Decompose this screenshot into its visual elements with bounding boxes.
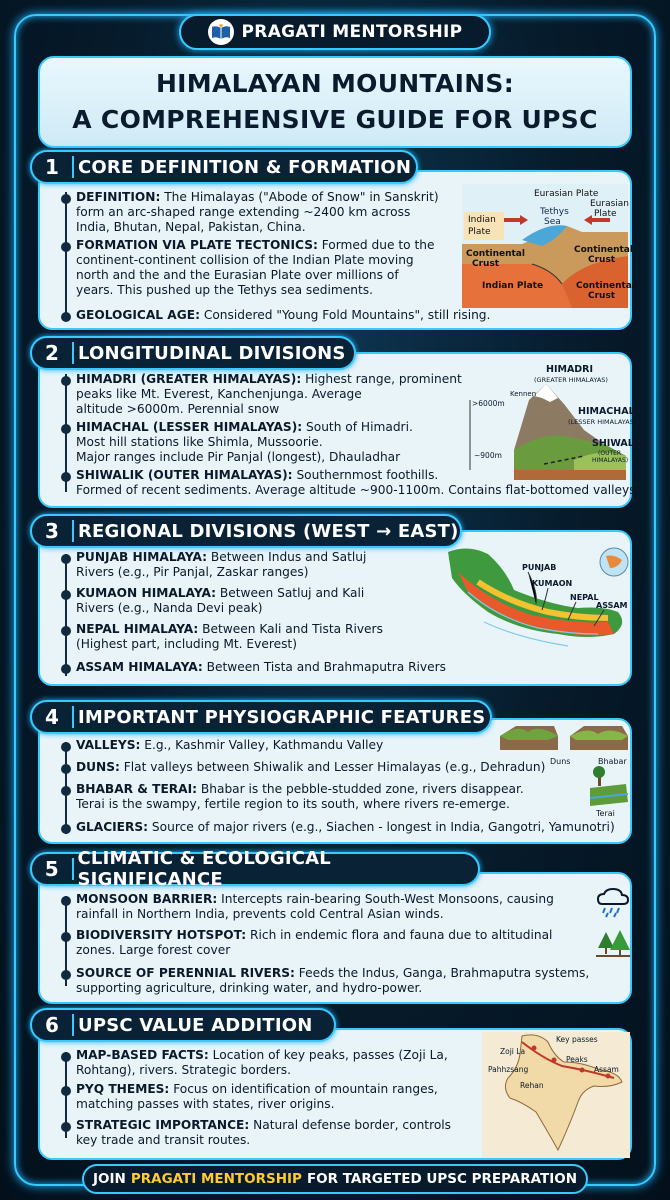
section-6-card: [38, 1028, 632, 1160]
section-4-card: [38, 718, 632, 844]
brand-badge: [179, 14, 491, 50]
section-1-header: [30, 150, 418, 184]
section-2-number: 2: [45, 341, 59, 365]
svg-text:HIMACHAL: HIMACHAL: [578, 406, 635, 417]
footer-prefix: JOIN: [93, 1171, 126, 1187]
section-2-title: LONGITUDINAL DIVISIONS: [78, 342, 346, 364]
section-6-number: 6: [45, 1013, 59, 1037]
svg-text:>6000m: >6000m: [472, 399, 505, 408]
s3-item-4: ASSAM HIMALAYA: Between Tista and Brahmaputra Rivers: [76, 660, 446, 674]
svg-text:NEPAL: NEPAL: [570, 593, 599, 602]
svg-text:Terai: Terai: [596, 809, 615, 818]
svg-text:Crust: Crust: [472, 259, 500, 269]
svg-text:Plate: Plate: [468, 227, 491, 237]
section-6-title: UPSC VALUE ADDITION: [78, 1014, 313, 1036]
s3-item-3: NEPAL HIMALAYA: Between Kali and Tista Rivers (Highest part, including Mt. Everest): [76, 622, 383, 651]
s2-item-2: HIMACHAL (LESSER HIMALAYAS): South of Himadri. Most hill stations like Shimla, Mussoorie. Major ranges include Pir Panjal (longest), Dhauladhar: [76, 420, 413, 464]
svg-text:SHIWALIK: SHIWALIK: [592, 438, 645, 449]
s3-item-1: PUNJAB HIMALAYA: Between Indus and Satluj Rivers (e.g., Pir Panjal, Zaskar ranges): [76, 550, 367, 579]
plate-tectonics-diagram: [462, 184, 635, 308]
s1-item-2: FORMATION VIA PLATE TECTONICS: Formed due to the continent-continent collision of the Indian Plate moving north and the and the Eurasian Plate over millions of years. This pushed up the Tethys sea sediments.: [76, 238, 435, 297]
section-5-header: [30, 848, 480, 890]
regional-divisions-map: [418, 542, 630, 666]
s5-item-1: MONSOON BARRIER: Intercepts rain-bearing South-West Monsoons, causing rainfall in Northern India, prevents cold Central Asian winds.: [76, 892, 554, 921]
section-2-card: [38, 352, 645, 508]
svg-text:Indian Plate: Indian Plate: [482, 281, 544, 291]
section-6-header: [30, 1008, 336, 1042]
svg-text:HIMALAYAS): HIMALAYAS): [592, 457, 629, 464]
footer-banner: [82, 1164, 588, 1194]
section-1-card: [38, 170, 635, 330]
section-5-number: 5: [44, 857, 59, 881]
s1-item-3: GEOLOGICAL AGE: Considered "Young Fold Mountains", still rising.: [76, 308, 491, 322]
s4-item-2: DUNS: Flat valleys between Shiwalik and Lesser Himalayas (e.g., Dehradun): [76, 760, 546, 774]
svg-text:Tethys: Tethys: [540, 207, 569, 217]
section-3-title: REGIONAL DIVISIONS (WEST → EAST): [78, 520, 459, 542]
svg-text:Indian: Indian: [468, 215, 496, 225]
s2-item-1: HIMADRI (GREATER HIMALAYAS): Highest range, prominent peaks like Mt. Everest, Kanchenjunga. Average altitude >6000m. Perennial snow: [76, 372, 462, 416]
svg-text:Duns: Duns: [550, 757, 571, 766]
s3-item-2: KUMAON HIMALAYA: Between Satluj and Kali Rivers (e.g., Nanda Devi peak): [76, 586, 365, 615]
section-2-header: [30, 336, 356, 370]
open-book-icon: [208, 19, 234, 45]
brand-name: PRAGATI MENTORSHIP: [241, 22, 463, 42]
svg-text:Assam: Assam: [594, 1065, 619, 1074]
section-4-title: IMPORTANT PHYSIOGRAPHIC FEATURES: [78, 706, 486, 728]
svg-text:Continental: Continental: [466, 249, 525, 259]
section-3-header: [30, 514, 462, 548]
svg-text:HIMADRI: HIMADRI: [546, 364, 594, 375]
svg-text:Eurasian: Eurasian: [590, 199, 630, 209]
svg-text:ASSAM: ASSAM: [596, 601, 628, 610]
footer-suffix: FOR TARGETED UPSC PREPARATION: [306, 1171, 577, 1187]
section-3-number: 3: [45, 519, 59, 543]
section-5-title: CLIMATIC & ECOLOGICAL SIGNIFICANCE: [77, 848, 331, 890]
svg-text:Sea: Sea: [544, 217, 561, 227]
s5-item-3: SOURCE OF PERENNIAL RIVERS: Feeds the Indus, Ganga, Brahmaputra systems, supporting agriculture, drinking water, and hydro-power.: [76, 966, 590, 995]
longitudinal-divisions-diagram: [454, 360, 645, 484]
svg-text:Zoji La: Zoji La: [500, 1047, 526, 1056]
svg-text:Continental: Continental: [576, 281, 635, 291]
svg-text:Kennen: Kennen: [510, 390, 537, 398]
svg-text:Crust: Crust: [588, 291, 616, 301]
s5-item-2: BIODIVERSITY HOTSPOT: Rich in endemic flora and fauna due to altitudinal zones. Large forest cover: [76, 928, 553, 957]
rain-cloud-icon: [596, 888, 630, 918]
svg-text:PUNJAB: PUNJAB: [522, 563, 557, 572]
section-1-number: 1: [45, 155, 59, 179]
page-title: [38, 56, 632, 148]
svg-text:Continental: Continental: [574, 245, 633, 255]
footer-highlight: PRAGATI MENTORSHIP: [130, 1171, 302, 1187]
s1-item-1: DEFINITION: The Himalayas ("Abode of Snow" in Sanskrit) form an arc-shaped range extending ~2400 km across India, Bhutan, Nepal, Pakistan, China.: [76, 190, 439, 234]
svg-text:(GREATER HIMALAYAS): (GREATER HIMALAYAS): [534, 376, 608, 384]
svg-text:Peaks: Peaks: [566, 1055, 588, 1064]
svg-text:Key passes: Key passes: [556, 1035, 598, 1044]
svg-text:Crust: Crust: [588, 255, 616, 265]
title-line-2: A COMPREHENSIVE GUIDE FOR UPSC: [72, 105, 598, 134]
svg-text:Eurasian Plate: Eurasian Plate: [534, 189, 599, 199]
india-strategic-map: [482, 1032, 630, 1158]
s4-item-1: VALLEYS: E.g., Kashmir Valley, Kathmandu Valley: [76, 738, 384, 752]
s4-item-3: BHABAR & TERAI: Bhabar is the pebble-studded zone, rivers disappear. Terai is the swampy, fertile region to its south, where rivers re-emerge.: [76, 782, 524, 811]
section-3-card: [38, 530, 632, 686]
svg-text:(LESSER HIMALAYAS): (LESSER HIMALAYAS): [568, 418, 637, 426]
section-4-header: [30, 700, 492, 734]
svg-text:Rehan: Rehan: [520, 1081, 544, 1090]
svg-text:(OUTER: (OUTER: [598, 450, 622, 457]
section-5-card: [38, 872, 632, 1004]
svg-text:Pahhzsang: Pahhzsang: [488, 1065, 529, 1074]
svg-text:Bhabar: Bhabar: [598, 757, 627, 766]
section-4-number: 4: [45, 705, 59, 729]
s6-item-2: PYQ THEMES: Focus on identification of mountain ranges, matching passes with states, river origins.: [76, 1082, 438, 1111]
title-line-1: HIMALAYAN MOUNTAINS:: [155, 69, 515, 98]
section-1-title: CORE DEFINITION & FORMATION: [78, 156, 412, 178]
s4-item-4: GLACIERS: Source of major rivers (e.g., Siachen - longest in India, Gangotri, Yamunotri): [76, 820, 615, 834]
physiographic-features-diagram: [498, 722, 630, 818]
s2-item-3: SHIWALIK (OUTER HIMALAYAS): Southernmost foothills. Formed of recent sediments. Average altitude ~900-1100m. Contains flat-bottomed valleys: [76, 468, 636, 497]
s6-item-3: STRATEGIC IMPORTANCE: Natural defense border, controls key trade and transit routes.: [76, 1118, 452, 1147]
s6-item-1: MAP-BASED FACTS: Location of key peaks, passes (Zoji La, Rohtang), rivers. Strategic borders.: [76, 1048, 448, 1077]
svg-text:Plate: Plate: [594, 209, 617, 219]
svg-text:~900m: ~900m: [474, 451, 502, 460]
svg-text:KUMAON: KUMAON: [532, 579, 573, 588]
forest-icon: [596, 928, 630, 960]
